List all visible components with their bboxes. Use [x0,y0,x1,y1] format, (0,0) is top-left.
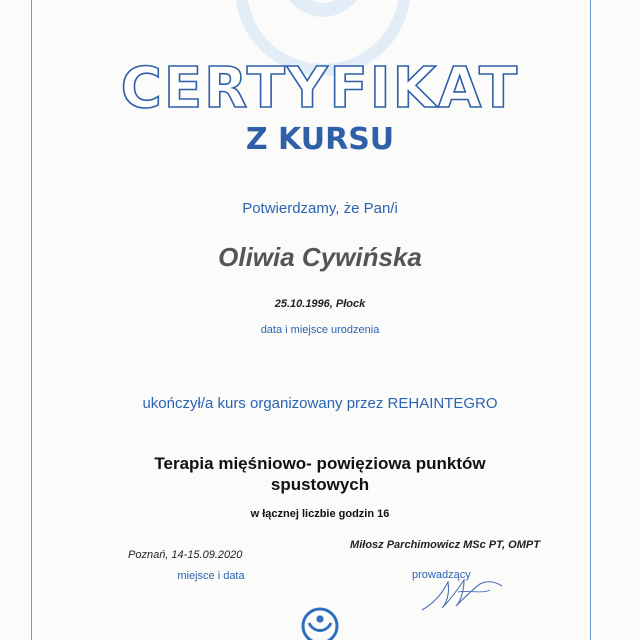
course-hours: w łącznej liczbie godzin 16 [250,508,390,520]
confirmation-text: Potwierdzamy, że Pan/i [242,200,398,217]
course-title-line-2: spustowych [270,475,370,494]
certificate-subtitle: Z KURSU [245,122,395,157]
place-and-date: Poznań, 14-15.09.2020 [128,549,243,561]
place-and-date-label: miejsce i data [177,570,245,582]
completion-text: ukończył/a kurs organizowany przez REHAINTEGRO [142,395,498,412]
instructor-label: prowadzący [412,569,471,581]
signature-icon [418,572,508,617]
instructor-name: Miłosz Parchimowicz MSc PT, OMPT [350,539,540,551]
rehaintegro-logo-icon [298,604,342,640]
recipient-name: Oliwia Cywińska [218,242,422,272]
course-title [0,453,640,495]
certificate-title: CERTYFIKAT [120,56,520,121]
birth-label: data i miejsce urodzenia [260,324,380,336]
course-title-line-1: Terapia mięśniowo- powięziowa punktów [154,454,486,473]
birth-date-place: 25.10.1996, Płock [274,298,366,310]
